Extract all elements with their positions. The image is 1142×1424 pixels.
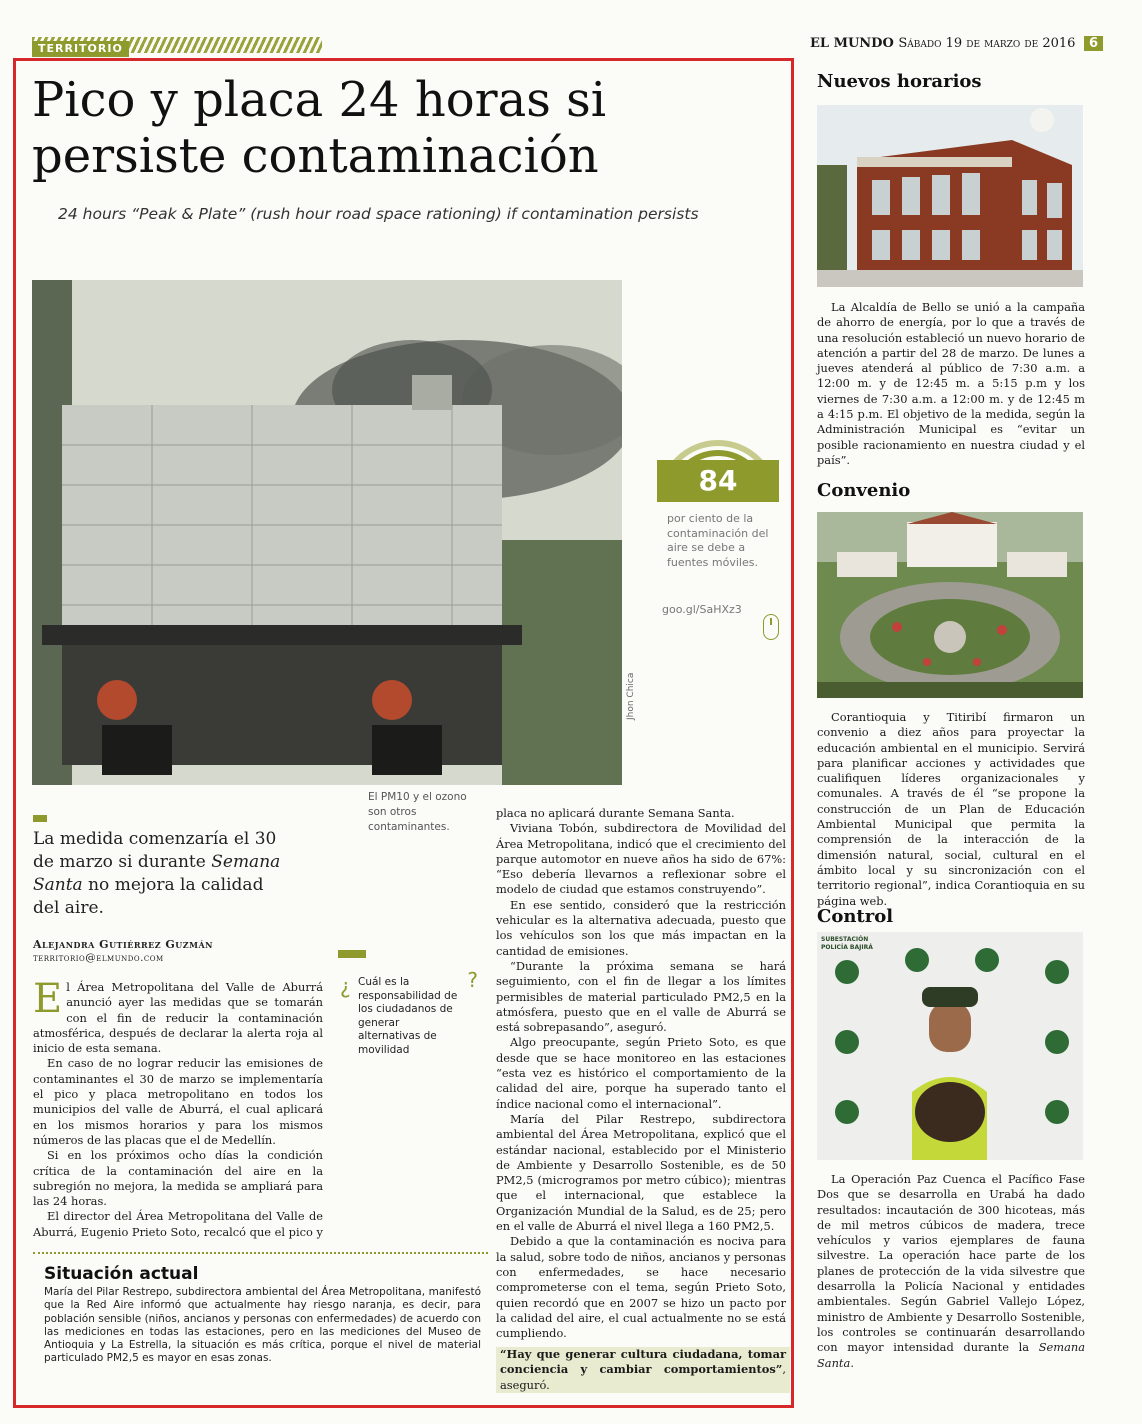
truck-photo bbox=[32, 280, 622, 785]
deck-italic: Semana Santa bbox=[33, 852, 281, 895]
paragraph: Viviana Tobón, subdirectora de Movilidad del Área Metropolitana, indicó que el crecimiento del parque automotor en nueve años ha sido de 67%: “Eso debería llevarnos a reflexionar sobre el modelo de ciudad que estamos construyendo”. bbox=[496, 821, 786, 897]
paragraph: La Alcaldía de Bello se unió a la campaña de ahorro de energía, por lo que a través de una resolución estableció un nuevo horario de atención a partir del 28 de marzo. De lunes a jueves atenderá al público de 7:30 a.m. a 12:00 m. y de 12:45 m. a 5:15 p.m y los viernes de 7:30 a.m. a 12:00 m. y de 12:45 m a 4:15 p.m. El objetivo de la medida, según la Administración Municipal es “evitar un posible racionamiento en nuestra ciudad y el país”. bbox=[817, 300, 1085, 467]
photo-caption: El PM10 y el ozono son otros contaminantes. bbox=[368, 791, 467, 833]
question-text: Cuál es la responsabilidad de los ciudadanos de generar alternativas de movilidad bbox=[358, 976, 458, 1056]
horarios-title: Nuevos horarios bbox=[817, 71, 982, 92]
question-marker bbox=[338, 950, 366, 958]
police-banner-text: SUBESTACIÓN POLICÍA BAJIRÁ bbox=[821, 936, 873, 951]
close-question-icon: ? bbox=[467, 968, 478, 992]
paragraph: María del Pilar Restrepo, subdirectora ambiental del Área Metropolitana, explicó que el estándar nacional, establecido por el Ministerio de Ambiente y Desarrollo Sostenible, es de 50 PM2,5 (microgramos por metro cúbico); mientras que el internacional, que establece la Organización Mundial de la Salud, es de 25; pero en el valle de Aburrá el nivel llega a 160 PM2,5. bbox=[496, 1111, 786, 1234]
stat-link[interactable]: goo.gl/SaHXz3 bbox=[662, 603, 742, 616]
situacion-body: María del Pilar Restrepo, subdirectora ambiental del Área Metropolitana, manifestó que la Red Aire informó que actualmente hay riesgo naranja, es decir, para población sensible (niños, ancianos y personas con enfermedades) de acuerdo con las mediciones en todas las estaciones, pero en las mediciones del Museo de Antioquia y La Estrella, la situación es más crítica, porque el nivel de material particulado PM2,5 es mayor en esas zonas. bbox=[44, 1286, 481, 1365]
photo-credit: Jhon Chica bbox=[626, 672, 636, 720]
paragraph: Corantioquia y Titiribí firmaron un convenio a diez años para proyectar la educación ambiental en el municipio. Servirá para planificar acciones y actividades que cualifiquen líderes organizacionales y comunales. A través de él “se propone la construcción de un Plan de Educación Ambiental Municipal que permita la comprensión de la interacción de la dimensión natural, social, cultural en el ámbito local y su sincronización con el territorio regional”, indica Corantioquia en su página web. bbox=[817, 710, 1085, 908]
convenio-body bbox=[817, 710, 1085, 909]
paragraph: Si en los próximos ocho días la condición crítica de la contaminación del aire en la subregión no mejora, la medida se ampliará para las 24 horas. bbox=[33, 1148, 323, 1209]
paragraph bbox=[817, 1172, 1085, 1371]
convenio-title: Convenio bbox=[817, 480, 911, 501]
bello-building-photo bbox=[817, 105, 1083, 287]
control-text: La Operación Paz Cuenca el Pacífico Fase Dos que se desarrolla en Urabá ha dado resultados: incautación de 300 hicoteas, más de mil metros cúbicos de madera, trece vehículos y varios ejemplares de fauna silvestre. La operación hace parte de los planes de protección de la vida silvestre que desarrolla la Policía Nacional y entidades ambientales. Según Gabriel Vallejo López, ministro de Ambiente y Desarrollo Sostenible, los controles se continuarán desarrollando con mayor intensidad durante la bbox=[817, 1172, 1085, 1355]
stat-description: por ciento de la contaminación del aire se debe a fuentes móviles. bbox=[667, 512, 769, 569]
subtitle: 24 hours “Peak & Plate” (rush hour road space rationing) if contamination persists bbox=[58, 205, 699, 223]
headline: Pico y placa 24 horas si persiste contaminación bbox=[32, 72, 607, 184]
control-title: Control bbox=[817, 906, 894, 927]
dropcap: E bbox=[33, 976, 63, 1022]
deck bbox=[33, 828, 283, 920]
control-body bbox=[817, 1172, 1085, 1371]
situacion-title: Situación actual bbox=[44, 1264, 199, 1284]
situacion-divider bbox=[33, 1252, 488, 1254]
mouse-icon bbox=[763, 614, 779, 640]
issue-date: Sábado 19 de marzo de 2016 bbox=[898, 36, 1076, 51]
quote-attribution: , aseguró. bbox=[500, 1362, 786, 1392]
deck-text-1: La medida comenzaría el 30 de marzo si durante bbox=[33, 829, 277, 872]
page-number: 6 bbox=[1084, 36, 1103, 51]
horarios-body bbox=[817, 300, 1085, 468]
control-text-end: . bbox=[850, 1355, 854, 1370]
deck-marker bbox=[33, 815, 47, 822]
paragraph: El director del Área Metropolitana del Valle de Aburrá, Eugenio Prieto Soto, recalcó que el pico y bbox=[33, 1209, 323, 1239]
section-label: TERRITORIO bbox=[32, 41, 129, 57]
open-question-icon: ¿ bbox=[340, 974, 351, 998]
deck-text-2: no mejora la calidad del aire. bbox=[33, 875, 264, 918]
body-column-1 bbox=[33, 976, 323, 1240]
control-italic: Semana Santa bbox=[817, 1340, 1085, 1370]
author: Alejandra Gutiérrez Guzmán bbox=[33, 938, 213, 951]
stat-value: 84 bbox=[657, 460, 779, 502]
titiribi-plaza-photo bbox=[817, 512, 1083, 698]
police-seizure-photo bbox=[817, 932, 1083, 1160]
paragraph: placa no aplicará durante Semana Santa. bbox=[496, 806, 735, 820]
masthead bbox=[810, 36, 1110, 51]
body-column-2 bbox=[496, 806, 786, 1341]
author-email: territorio@elmundo.com bbox=[33, 952, 164, 964]
quote-text: “Hay que generar cultura ciudadana, tomar conciencia y cambiar comportamientos” bbox=[500, 1347, 786, 1377]
paper-name: EL MUNDO bbox=[810, 36, 894, 51]
pull-quote bbox=[496, 1347, 790, 1393]
paragraph: “Durante la próxima semana se hará seguimiento, con el fin de llegar a los límites permisibles de material particulado PM2,5 en la atmósfera, puesto que en el valle de Aburrá se está sobrepasando”, aseguró. bbox=[496, 958, 786, 1035]
paragraph: Debido a que la contaminación es nociva para la salud, sobre todo de niños, ancianos y personas con enfermedades, se hace necesario comprometerse con el tema, según Prieto Soto, quien recordó que en 2007 se hizo un pacto por la calidad del aire, el cual actualmente no se está cumpliendo. bbox=[496, 1234, 786, 1341]
paragraph: En ese sentido, consideró que la restricción vehicular es la alternativa adecuada, puesto que los vehículos son los que más impactan en la cantidad de emisiones. bbox=[496, 897, 786, 958]
question-box bbox=[338, 950, 478, 1057]
paragraph: En caso de no lograr reducir las emisiones de contaminantes el 30 de marzo se implementaría el pico y placa metropolitano en todos los municipios del valle de Aburrá, el cual aplicará en los mismos horarios y para los mismos números de las placas que el de Medellín. bbox=[33, 1056, 323, 1147]
section-tab bbox=[32, 37, 322, 53]
paragraph: Algo preocupante, según Prieto Soto, es que desde que se hace monitoreo en las estaciones “esta vez es histórico el comportamiento de la calidad del aire, porque ha superado tanto el índice nacional como el internacional”. bbox=[496, 1035, 786, 1111]
paragraph: l Área Metropolitana del Valle de Aburrá anunció ayer las medidas que se tomarán con el fin de reducir la contaminación atmosférica, después de declarar la alerta roja al inicio de esta semana. bbox=[33, 980, 323, 1056]
